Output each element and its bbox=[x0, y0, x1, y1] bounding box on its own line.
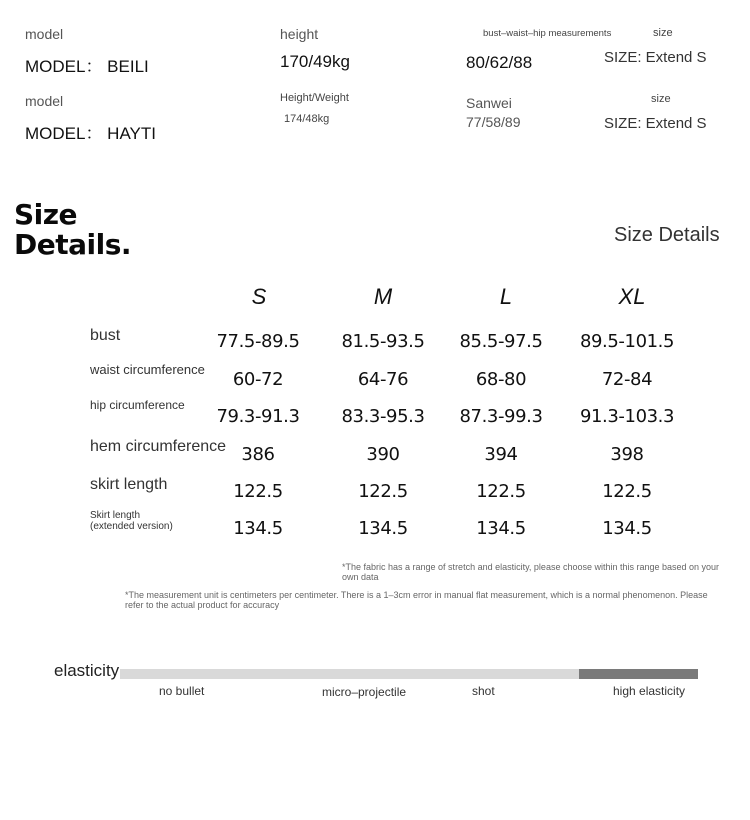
table-cell: 122.5 bbox=[602, 481, 652, 502]
row-label-skirt-length: skirt length bbox=[90, 476, 168, 493]
title-line-2: Details. bbox=[14, 228, 132, 261]
measurement-note: *The measurement unit is centimeters per centimeter. There is a 1–3cm error in manual flat measurement, which is a normal phenomenon. Please refer to the actual product for accuracy bbox=[125, 590, 708, 610]
table-cell: 81.5-93.5 bbox=[341, 331, 425, 352]
size-value: SIZE: Extend S bbox=[604, 49, 707, 66]
row-label-line: (extended version) bbox=[90, 521, 173, 532]
table-cell: 72-84 bbox=[601, 369, 653, 390]
row-label-waist: waist circumference bbox=[90, 362, 205, 377]
elasticity-level-no-bullet: no bullet bbox=[159, 684, 205, 698]
elasticity-level-shot: shot bbox=[472, 684, 495, 698]
row-label-line: Skirt length bbox=[90, 510, 141, 521]
model-label: model bbox=[25, 26, 64, 42]
table-cell: 134.5 bbox=[476, 518, 526, 539]
height-weight-value: 174/48kg bbox=[284, 113, 330, 125]
model-name: MODEL： BEILI bbox=[25, 57, 149, 76]
row-label-skirt-length-extended bbox=[90, 510, 173, 532]
table-cell: 83.3-95.3 bbox=[341, 406, 425, 427]
row-label-hem: hem circumference bbox=[90, 438, 227, 455]
sanwei-label: Sanwei bbox=[466, 95, 512, 111]
height-value: 170/49kg bbox=[280, 52, 350, 71]
table-cell: 91.3-103.3 bbox=[579, 406, 675, 427]
table-cell: 122.5 bbox=[358, 481, 408, 502]
table-cell: 134.5 bbox=[602, 518, 652, 539]
row-label-bust: bust bbox=[90, 327, 121, 344]
elasticity-bar-selected bbox=[579, 669, 698, 679]
column-header-s: S bbox=[251, 284, 267, 309]
column-header-m: M bbox=[373, 284, 393, 309]
elasticity-level-micro-projectile: micro–projectile bbox=[322, 685, 407, 699]
height-weight-label: Height/Weight bbox=[280, 92, 349, 104]
measurements-value: 80/62/88 bbox=[466, 53, 533, 72]
size-details-subtitle: Size Details bbox=[614, 224, 720, 246]
title-line-1: Size bbox=[14, 198, 78, 231]
sanwei-value: 77/58/89 bbox=[466, 114, 521, 130]
table-cell: 89.5-101.5 bbox=[579, 331, 675, 352]
column-header-xl: XL bbox=[618, 284, 646, 309]
column-header-l: L bbox=[499, 284, 513, 309]
height-label: height bbox=[280, 26, 319, 42]
table-cell: 68-80 bbox=[475, 369, 527, 390]
table-cell: 390 bbox=[366, 444, 400, 465]
table-cell: 87.3-99.3 bbox=[459, 406, 543, 427]
measurements-label: bust–waist–hip measurements bbox=[483, 28, 612, 39]
table-cell: 394 bbox=[484, 444, 518, 465]
table-cell: 386 bbox=[241, 444, 275, 465]
table-cell: 134.5 bbox=[233, 518, 283, 539]
table-cell: 85.5-97.5 bbox=[459, 331, 543, 352]
table-cell: 122.5 bbox=[233, 481, 283, 502]
row-label-hip: hip circumference bbox=[90, 398, 185, 412]
elasticity-level-high: high elasticity bbox=[613, 684, 686, 698]
size-value: SIZE: Extend S bbox=[604, 115, 707, 132]
size-label: size bbox=[651, 93, 671, 105]
model-label: model bbox=[25, 93, 64, 109]
table-cell: 122.5 bbox=[476, 481, 526, 502]
size-label: size bbox=[653, 27, 673, 39]
size-details-title bbox=[14, 200, 131, 260]
table-cell: 79.3-91.3 bbox=[216, 406, 300, 427]
table-cell: 398 bbox=[610, 444, 644, 465]
table-cell: 60-72 bbox=[232, 369, 284, 390]
elasticity-label: elasticity bbox=[54, 661, 120, 680]
table-cell: 77.5-89.5 bbox=[216, 331, 300, 352]
table-cell: 64-76 bbox=[357, 369, 409, 390]
fabric-note: *The fabric has a range of stretch and elasticity, please choose within this range based on your own data bbox=[342, 562, 720, 582]
model-name: MODEL： HAYTI bbox=[25, 124, 156, 143]
table-cell: 134.5 bbox=[358, 518, 408, 539]
